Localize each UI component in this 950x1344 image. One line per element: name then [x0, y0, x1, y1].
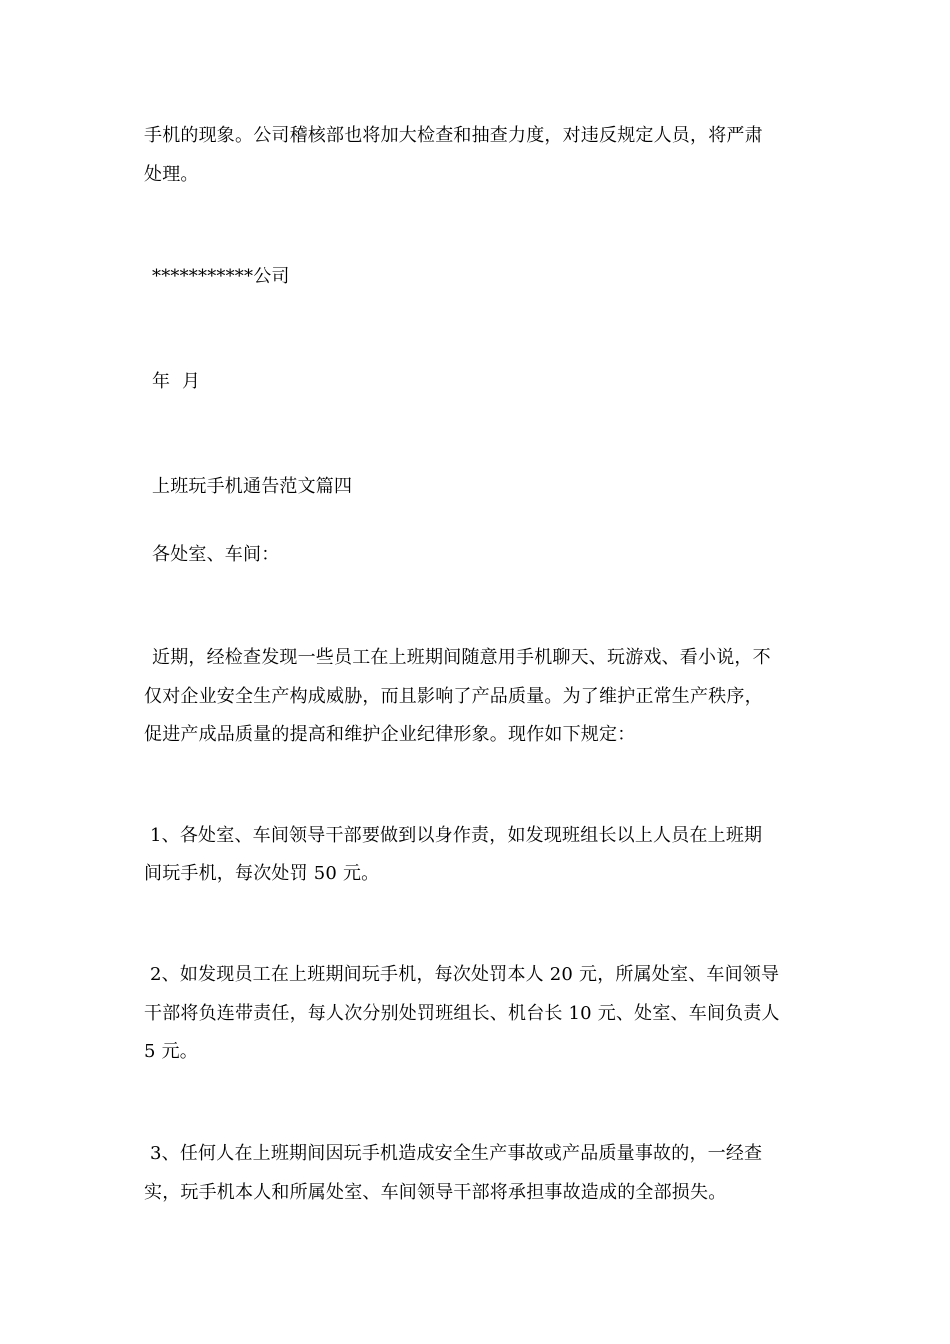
rule-3-line: 实，玩手机本人和所属处室、车间领导干部将承担事故造成的全部损失。	[144, 1182, 727, 1203]
salutation: 各处室、车间：	[152, 544, 280, 565]
paragraph-line: 手机的现象。公司稽核部也将加大检查和抽查力度，对违反规定人员，将严肃	[144, 125, 763, 146]
intro-line: 近期，经检查发现一些员工在上班期间随意用手机聊天、玩游戏、看小说，不	[152, 647, 771, 668]
company-name: ***********公司	[152, 266, 290, 287]
rule-2-line: 5 元。	[144, 1041, 198, 1062]
rule-2-line: 干部将负连带责任，每人次分别处罚班组长、机台长 10 元、处室、车间负责人	[144, 1003, 780, 1024]
date-line: 年 月	[152, 371, 201, 392]
rule-2-line: 2、如发现员工在上班期间玩手机，每次处罚本人 20 元，所属处室、车间领导	[150, 964, 780, 985]
section-heading: 上班玩手机通告范文篇四	[152, 476, 353, 497]
intro-line: 仅对企业安全生产构成威胁，而且影响了产品质量。为了维护正常生产秩序，	[144, 686, 763, 707]
rule-1-line: 间玩手机，每次处罚 50 元。	[144, 863, 380, 884]
rule-3-line: 3、任何人在上班期间因玩手机造成安全生产事故或产品质量事故的，一经查	[150, 1143, 763, 1164]
rule-1-line: 1、各处室、车间领导干部要做到以身作责，如发现班组长以上人员在上班期	[150, 825, 763, 846]
paragraph-line: 处理。	[144, 164, 199, 185]
intro-line: 促进产成品质量的提高和维护企业纪律形象。现作如下规定：	[144, 724, 636, 745]
